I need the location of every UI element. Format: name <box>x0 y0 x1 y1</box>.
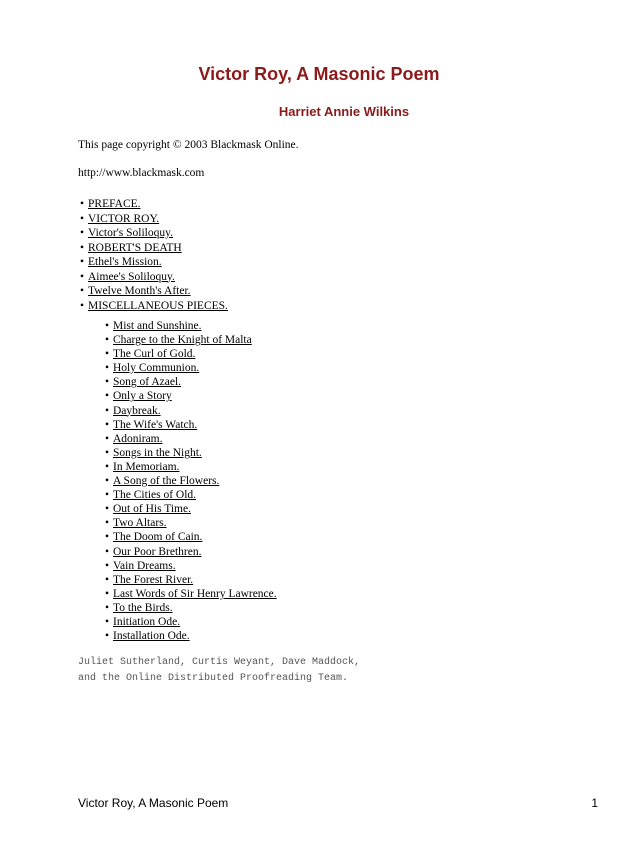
toc-link[interactable]: Aimee's Soliloquy. <box>88 270 175 283</box>
toc-item <box>105 460 277 474</box>
toc-link[interactable]: PREFACE. <box>88 198 141 210</box>
toc-item <box>105 559 277 573</box>
toc-item <box>80 255 228 270</box>
bullet-icon: • <box>105 376 110 389</box>
miscellaneous-pieces-list <box>105 319 277 643</box>
toc-link[interactable]: Ethel's Mission. <box>88 256 162 268</box>
toc-link[interactable]: MISCELLANEOUS PIECES. <box>88 299 228 312</box>
toc-item <box>105 446 277 460</box>
bullet-icon: • <box>80 227 85 239</box>
toc-item <box>105 347 277 361</box>
bullet-icon: • <box>105 362 110 375</box>
table-of-contents <box>80 197 228 313</box>
bullet-icon: • <box>105 348 110 361</box>
toc-link[interactable]: Last Words of Sir Henry Lawrence. <box>113 587 277 600</box>
bullet-icon: • <box>105 432 110 445</box>
toc-item <box>105 587 277 601</box>
toc-link[interactable]: Song of Azael. <box>113 376 182 389</box>
bullet-icon: • <box>105 601 110 614</box>
toc-link[interactable]: Only a Story <box>113 390 172 403</box>
toc-link[interactable]: In Memoriam. <box>113 460 180 473</box>
copyright-notice: This page copyright © 2003 Blackmask Online. <box>78 139 299 151</box>
bullet-icon: • <box>105 573 110 586</box>
bullet-icon: • <box>105 503 110 516</box>
toc-link[interactable]: The Wife's Watch. <box>113 418 198 431</box>
toc-item <box>105 432 277 446</box>
toc-link[interactable]: VICTOR ROY. <box>88 212 160 225</box>
bullet-icon: • <box>80 270 85 283</box>
bullet-icon: • <box>105 630 110 643</box>
toc-link[interactable]: Songs in the Night. <box>113 446 202 459</box>
toc-item <box>105 629 277 643</box>
toc-item <box>105 545 277 559</box>
bullet-icon: • <box>105 615 110 628</box>
toc-item <box>105 516 277 530</box>
credits <box>78 655 360 687</box>
bullet-icon: • <box>105 475 110 488</box>
bullet-icon: • <box>105 545 110 558</box>
bullet-icon: • <box>105 489 110 502</box>
toc-link[interactable]: Charge to the Knight of Malta <box>113 334 252 347</box>
toc-item <box>105 389 277 403</box>
toc-item <box>80 241 228 256</box>
toc-item <box>80 284 228 299</box>
document-author: Harriet Annie Wilkins <box>278 104 410 119</box>
toc-link[interactable]: To the Birds. <box>113 601 173 614</box>
bullet-icon: • <box>105 446 110 459</box>
toc-link[interactable]: The Cities of Old. <box>113 489 197 502</box>
credits-line: and the Online Distributed Proofreading Team. <box>78 673 349 684</box>
bullet-icon: • <box>105 418 110 431</box>
toc-link[interactable]: A Song of the Flowers. <box>113 475 220 488</box>
bullet-icon: • <box>105 320 110 332</box>
toc-link[interactable]: Holy Communion. <box>113 362 200 375</box>
toc-item <box>105 404 277 418</box>
toc-link[interactable]: The Forest River. <box>113 573 194 586</box>
toc-link[interactable]: The Doom of Cain. <box>113 531 203 544</box>
site-url: http://www.blackmask.com <box>78 167 205 179</box>
toc-item <box>105 530 277 544</box>
bullet-icon: • <box>105 334 110 347</box>
toc-link[interactable]: ROBERT'S DEATH <box>88 241 182 254</box>
toc-item <box>80 197 228 212</box>
footer-title: Victor Roy, A Masonic Poem <box>78 796 229 810</box>
toc-link[interactable]: Adoniram. <box>113 432 163 445</box>
bullet-icon: • <box>105 390 110 403</box>
bullet-icon: • <box>105 404 110 417</box>
toc-link[interactable]: The Curl of Gold. <box>113 348 196 361</box>
bullet-icon: • <box>80 299 85 312</box>
bullet-icon: • <box>105 517 110 530</box>
toc-link[interactable]: Daybreak. <box>113 404 161 417</box>
toc-item <box>80 212 228 227</box>
credits-line: Juliet Sutherland, Curtis Weyant, Dave Maddock, <box>78 657 361 668</box>
toc-item <box>105 319 277 333</box>
document-title: Victor Roy, A Masonic Poem <box>198 64 440 84</box>
toc-link[interactable]: Out of His Time. <box>113 503 191 516</box>
toc-item <box>105 361 277 375</box>
toc-item <box>105 615 277 629</box>
bullet-icon: • <box>80 285 85 297</box>
bullet-icon: • <box>80 198 85 210</box>
bullet-icon: • <box>105 587 110 600</box>
toc-link[interactable]: Initiation Ode. <box>113 615 181 628</box>
toc-item <box>105 375 277 389</box>
toc-link[interactable]: Vain Dreams. <box>113 559 176 572</box>
toc-link[interactable]: Victor's Soliloquy. <box>88 227 173 239</box>
toc-item <box>105 573 277 587</box>
toc-item <box>105 418 277 432</box>
page-number: 1 <box>591 796 598 810</box>
toc-item <box>105 601 277 615</box>
toc-item <box>80 270 228 285</box>
bullet-icon: • <box>80 241 85 254</box>
toc-link[interactable]: Mist and Sunshine. <box>113 320 202 332</box>
bullet-icon: • <box>105 531 110 544</box>
toc-link[interactable]: Two Altars. <box>113 517 167 530</box>
bullet-icon: • <box>80 256 85 268</box>
bullet-icon: • <box>80 212 85 225</box>
toc-item <box>80 226 228 241</box>
bullet-icon: • <box>105 460 110 473</box>
toc-link[interactable]: Our Poor Brethren. <box>113 545 202 558</box>
toc-item <box>105 474 277 488</box>
toc-item <box>80 299 228 314</box>
toc-link[interactable]: Twelve Month's After. <box>88 285 191 297</box>
toc-item <box>105 488 277 502</box>
toc-item <box>105 333 277 347</box>
bullet-icon: • <box>105 559 110 572</box>
toc-item <box>105 502 277 516</box>
toc-link[interactable]: Installation Ode. <box>113 630 190 643</box>
